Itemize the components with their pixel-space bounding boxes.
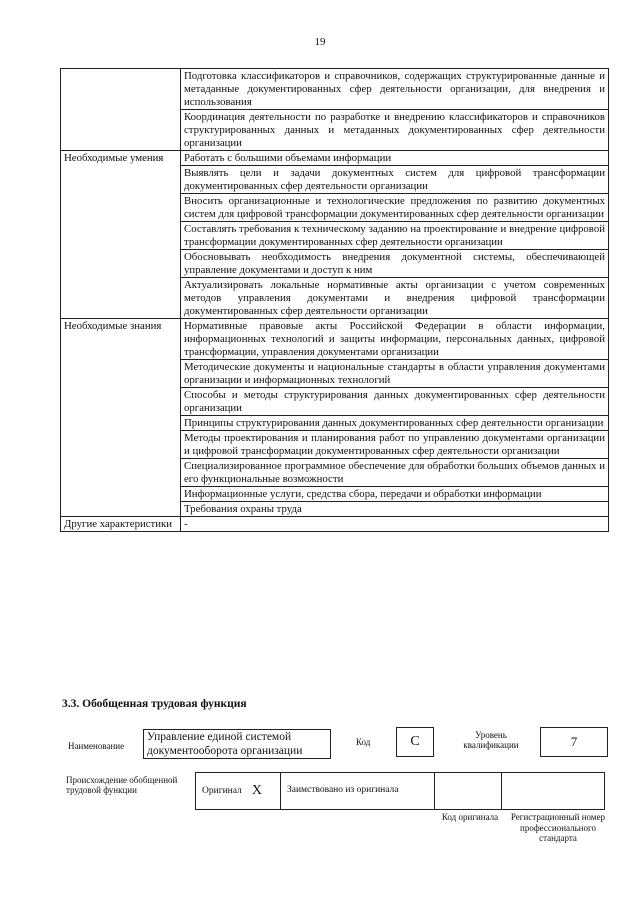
row-item: Нормативные правовые акты Российской Федерации в области информации, информационных технологий и защиты информации, персональных данных, цифровой трансформации, управления документами организации: [181, 319, 609, 360]
name-label: Наименование: [68, 741, 125, 751]
row-item: Требования охраны труда: [181, 502, 609, 517]
row-item: Работать с большими объемами информации: [181, 151, 609, 166]
code-value-box: C: [396, 727, 434, 757]
row-item: Принципы структурирования данных документированных сфер деятельности организации: [181, 416, 609, 431]
row-item: Вносить организационные и технологические предложения по развитию документных систем для цифровой трансформации документированных сфер деятельности организации: [181, 194, 609, 222]
reg-number-cell: [501, 772, 605, 810]
row-label: Необходимые знания: [61, 319, 181, 517]
code-original-cell: [434, 772, 502, 810]
row-item: Подготовка классификаторов и справочников, содержащих структурированные данные и метаданные документированных сфер деятельности организации, для внедрения и использования: [181, 69, 609, 110]
section-title: 3.3. Обобщенная трудовая функция: [62, 698, 247, 710]
table-row: [61, 151, 609, 166]
function-name-box: Управление единой системой документооборота организации: [143, 729, 331, 759]
page-number: 19: [314, 36, 326, 48]
row-item: Выявлять цели и задачи документных систем для цифровой трансформации документированных сфер деятельности организации: [181, 166, 609, 194]
original-cell: [195, 772, 281, 810]
table-row: [61, 517, 609, 532]
row-label: Другие характеристики: [61, 517, 181, 532]
row-item: Способы и методы структурирования данных документированных сфер деятельности организации: [181, 388, 609, 416]
row-item: Актуализировать локальные нормативные акты организации с учетом современных методов управления документами и внедрения цифровой трансформации документированных сфер деятельности организации: [181, 278, 609, 319]
origin-row: [196, 772, 605, 810]
skills-table: [60, 68, 609, 532]
reg-number-label: Регистрационный номер профессионального стандарта: [510, 812, 606, 843]
row-item: Методические документы и национальные стандарты в области управления документами организации и информационных технологий: [181, 360, 609, 388]
origin-label: Происхождение обобщенной трудовой функции: [66, 775, 178, 795]
row-item: Методы проектирования и планирования работ по управлению документами организации и цифровой трансформации документированных сфер деятельности организации: [181, 431, 609, 459]
code-original-label: Код оригинала: [441, 812, 499, 822]
level-label: Уровень квалификации: [463, 730, 519, 750]
row-item: Информационные услуги, средства сбора, передачи и обработки информации: [181, 487, 609, 502]
borrowed-label: Заимствовано из оригинала: [287, 785, 399, 795]
level-value-box: 7: [540, 727, 608, 757]
original-label: Оригинал: [202, 786, 242, 796]
row-item: -: [181, 517, 609, 532]
row-item: Составлять требования к техническому заданию на проектирование и внедрение цифровой трансформации документированных сфер деятельности организации: [181, 222, 609, 250]
row-item: Специализированное программное обеспечение для обработки больших объемов данных и его функциональные возможности: [181, 459, 609, 487]
code-label: Код: [356, 737, 371, 747]
original-mark: X: [251, 783, 262, 798]
table-row: [61, 69, 609, 110]
row-label: Необходимые умения: [61, 151, 181, 319]
row-item: Обосновывать необходимость внедрения документной системы, обеспечивающей управление документами и доступ к ним: [181, 250, 609, 278]
borrowed-cell: [280, 772, 435, 810]
row-label: [61, 69, 181, 151]
table-row: [61, 319, 609, 360]
row-item: Координация деятельности по разработке и внедрению классификаторов и справочников структурированных данных и метаданных документированных сфер деятельности организации: [181, 110, 609, 151]
